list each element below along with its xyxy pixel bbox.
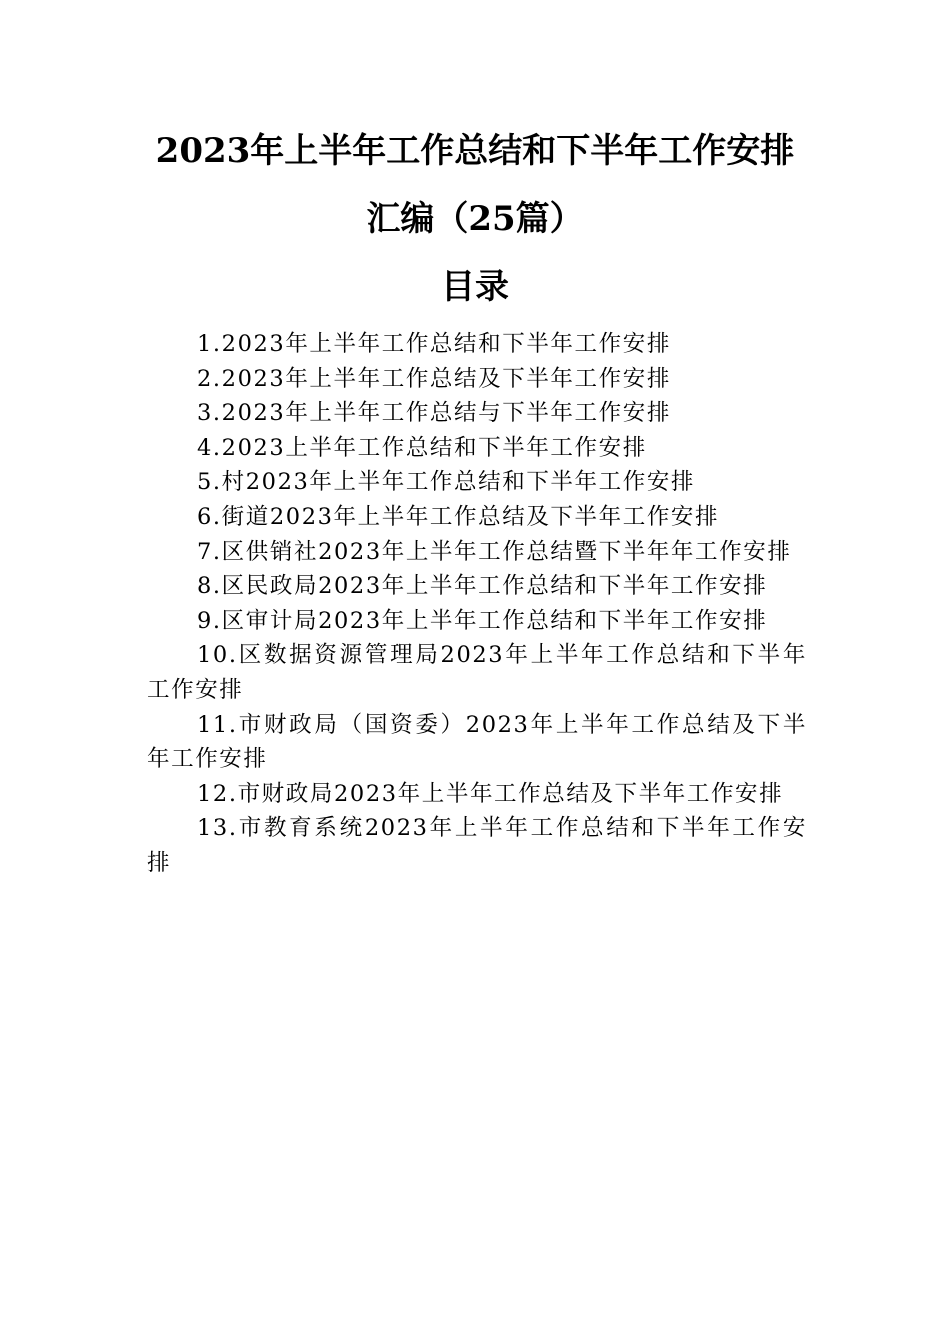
toc-item-9: 9.区审计局2023年上半年工作总结和下半年工作安排 bbox=[197, 607, 768, 634]
toc-heading: 目录 bbox=[441, 267, 509, 307]
toc-item-7: 7.区供销社2023年上半年工作总结暨下半年年工作安排 bbox=[197, 538, 792, 565]
toc-item-6: 6.街道2023年上半年工作总结及下半年工作安排 bbox=[197, 503, 720, 530]
toc-item-8: 8.区民政局2023年上半年工作总结和下半年工作安排 bbox=[197, 573, 768, 600]
toc-item-3: 3.2023年上半年工作总结与下半年工作安排 bbox=[197, 400, 671, 427]
toc-item-2: 2.2023年上半年工作总结及下半年工作安排 bbox=[197, 365, 671, 392]
toc-item-1: 1.2023年上半年工作总结和下半年工作安排 bbox=[197, 331, 671, 357]
toc-item-4: 4.2023上半年工作总结和下半年工作安排 bbox=[197, 434, 647, 461]
toc-item-10: 10.区数据资源管理局2023年上半年工作总结和下半年工作安排 bbox=[147, 642, 807, 703]
toc-item-11: 11.市财政局（国资委）2023年上半年工作总结及下半年工作安排 bbox=[147, 711, 807, 773]
toc-item-12: 12.市财政局2023年上半年工作总结及下半年工作安排 bbox=[197, 780, 784, 807]
document-title-line-1: 2023年上半年工作总结和下半年工作安排 bbox=[155, 131, 795, 171]
toc-item-5: 5.村2023年上半年工作总结和下半年工作安排 bbox=[197, 469, 696, 496]
table-of-contents bbox=[147, 327, 807, 881]
document-title-line-2: 汇编（25篇） bbox=[366, 199, 584, 239]
toc-item-13: 13.市教育系统2023年上半年工作总结和下半年工作安排 bbox=[147, 815, 807, 876]
